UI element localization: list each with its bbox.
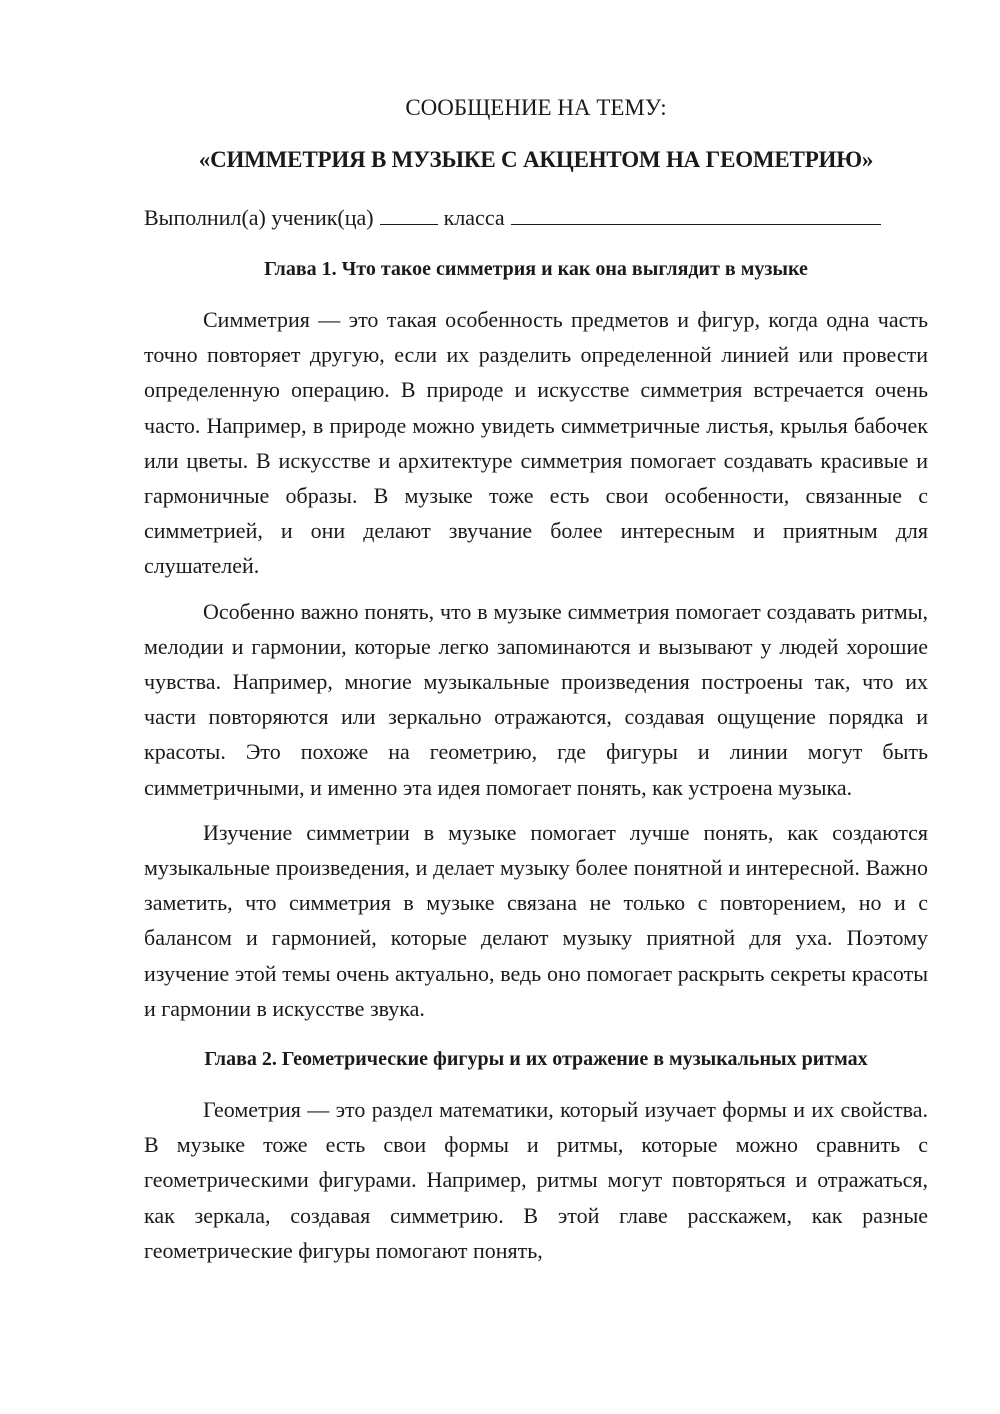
paragraph: Особенно важно понять, что в музыке симметрия помогает создавать ритмы, мелодии и гармонии, которые легко запоминаются и вызывают у людей хорошие чувства. Например, многие музыкальные произведения построены так, что их части повторяются или зеркально отражаются, создавая ощущение порядка и красоты. Это похоже на геометрию, где фигуры и линии могут быть симметричными, и именно эта идея помогает понять, как устроена музыка.: [144, 598, 928, 800]
author-middle: класса: [443, 205, 505, 230]
author-line: [144, 202, 928, 234]
chapter-1: [144, 254, 928, 1026]
paragraph: Симметрия — это такая особенность предметов и фигур, когда одна часть точно повторяет другую, если их разделить определенной линией или провести определенную операцию. В природе и искусстве симметрия встречается очень часто. Например, в природе можно увидеть симметричные листья, крылья бабочек или цветы. В искусстве и архитектуре симметрия помогает создавать красивые и гармоничные образы. В музыке тоже есть свои особенности, связанные с симметрией, и они делают звучание более интересным и приятным для слушателей.: [144, 307, 928, 579]
chapter-heading: Глава 2. Геометрические фигуры и их отражение в музыкальных ритмах: [204, 1048, 868, 1071]
chapter-heading: Глава 1. Что такое симметрия и как она выглядит в музыке: [264, 258, 808, 280]
paragraph: Изучение симметрии в музыке помогает лучше понять, как создаются музыкальные произведения, и делает музыку более понятной и интересной. Важно заметить, что симметрия в музыке связана не только с повторением, но и с балансом и гармонией, которые делают музыку приятной для уха. Поэтому изучение этой темы очень актуально, ведь оно помогает раскрыть секреты красоты и гармонии в искусстве звука.: [144, 819, 928, 1021]
class-number-blank: [380, 204, 438, 225]
chapter-2: [144, 1044, 928, 1268]
class-name-blank: [511, 204, 881, 225]
paragraph: Геометрия — это раздел математики, который изучает формы и их свойства. В музыке тоже есть свои формы и ритмы, которые можно сравнить с геометрическими фигурами. Например, ритмы могут повторяться и отражаться, как зеркала, создавая симметрию. В этой главе расскажем, как разные геометрические фигуры помогают понять,: [144, 1097, 928, 1263]
document-page: [144, 90, 928, 1268]
author-prefix: Выполнил(а) ученик(ца): [144, 205, 374, 230]
document-title-topic: «СИММЕТРИЯ В МУЗЫКЕ С АКЦЕНТОМ НА ГЕОМЕТРИЮ»: [198, 147, 874, 172]
document-title-line1: СООБЩЕНИЕ НА ТЕМУ:: [405, 95, 667, 120]
